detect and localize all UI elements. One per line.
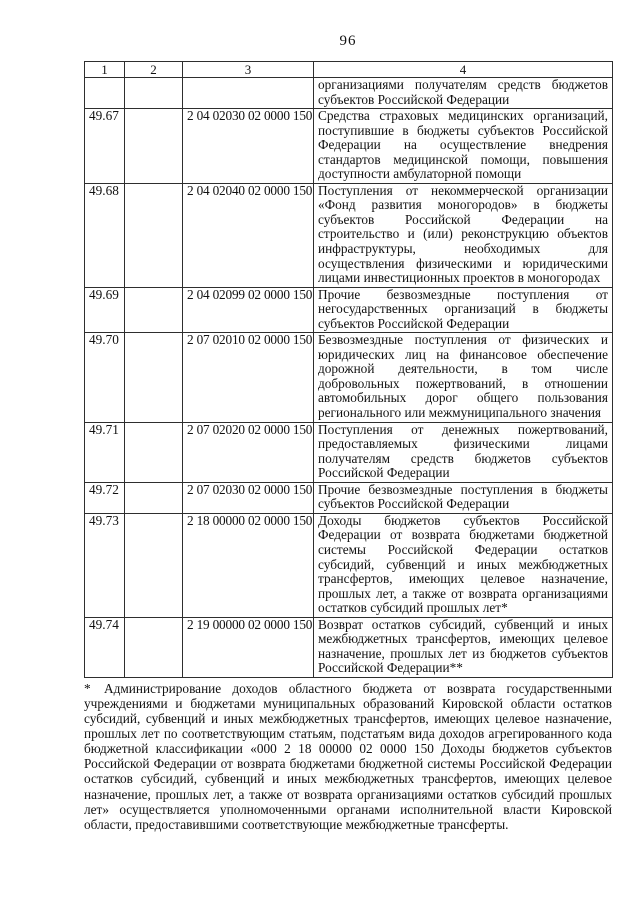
- footnote: [84, 681, 612, 832]
- column-header-4: 4: [314, 62, 613, 78]
- footnote-marker: *: [84, 680, 91, 696]
- budget-code-cell: 2 04 02099 02 0000 150: [183, 287, 314, 333]
- description-cell: Поступления от денежных пожертвований, предоставляемых физическими лицами получателям средств бюджетов субъектов Российской Федерации: [314, 422, 613, 482]
- budget-codes-table: [84, 61, 613, 678]
- table-header: [85, 62, 613, 78]
- document-page: [84, 0, 612, 845]
- row-empty-cell: [125, 78, 183, 109]
- table-row: [85, 78, 613, 109]
- table-row: [85, 513, 613, 617]
- row-empty-cell: [125, 617, 183, 677]
- row-number-cell: 49.74: [85, 617, 125, 677]
- budget-code-cell: 2 04 02030 02 0000 150: [183, 109, 314, 184]
- description-cell: Возврат остатков субсидий, субвенций и иных межбюджетных трансфертов, имеющих целевое назначение, прошлых лет из бюджетов субъектов Российской Федерации**: [314, 617, 613, 677]
- budget-code-cell: 2 18 00000 02 0000 150: [183, 513, 314, 617]
- row-number-cell: 49.73: [85, 513, 125, 617]
- description-cell: Безвозмездные поступления от физических и юридических лиц на финансовое обеспечение дорожной деятельности, в том числе добровольных пожертвований, в отношении автомобильных дорог общего пользования регионального или межмуниципального значения: [314, 333, 613, 422]
- row-number-cell: 49.71: [85, 422, 125, 482]
- page-number: 96: [339, 33, 357, 49]
- description-cell: Прочие безвозмездные поступления от негосударственных организаций в бюджеты субъектов Российской Федерации: [314, 287, 613, 333]
- row-number-cell: 49.72: [85, 482, 125, 513]
- table-row: [85, 422, 613, 482]
- column-header-2: 2: [125, 62, 183, 78]
- row-empty-cell: [125, 109, 183, 184]
- budget-code-cell: 2 19 00000 02 0000 150: [183, 617, 314, 677]
- row-empty-cell: [125, 422, 183, 482]
- table-row: [85, 183, 613, 287]
- footnote-text: Администрирование доходов областного бюджета от возврата государственными учреждениями и бюджетами муниципальных образований Кировской области остатков субсидий, субвенций и иных межбюджетных трансфертов, имеющих целевое назначение, прошлых лет по соответствующим статьям, подстатьям вида доходов агрегированного кода бюджетной классификации «000 2 18 00000 02 0000 150 Доходы бюджетов субъектов Российской Федерации от возврата бюджетами бюджетной системы Российской Федерации остатков субсидий, субвенций и иных межбюджетных трансфертов, имеющих целевое назначение, прошлых лет, а также от возврата организациями остатков субсидий прошлых лет» осуществляется уполномоченными органами исполнительной власти Кировской области, предоставившими соответствующие межбюджетные трансферты.: [84, 680, 612, 832]
- row-number-cell: 49.69: [85, 287, 125, 333]
- table-header-row: [85, 62, 613, 78]
- table-row: [85, 109, 613, 184]
- description-cell: Поступления от некоммерческой организации «Фонд развития моногородов» в бюджеты субъектов Российской Федерации на строительство и (или) реконструкцию объектов инфраструктуры, необходимых для осуществления физическими и юридическими лицами инвестиционных проектов в моногородах: [314, 183, 613, 287]
- column-header-3: 3: [183, 62, 314, 78]
- row-number-cell: 49.67: [85, 109, 125, 184]
- row-number-cell: [85, 78, 125, 109]
- table-row: [85, 333, 613, 422]
- budget-code-cell: 2 04 02040 02 0000 150: [183, 183, 314, 287]
- row-empty-cell: [125, 183, 183, 287]
- budget-code-cell: [183, 78, 314, 109]
- description-cell: Прочие безвозмездные поступления в бюджеты субъектов Российской Федерации: [314, 482, 613, 513]
- table-row: [85, 482, 613, 513]
- budget-code-cell: 2 07 02030 02 0000 150: [183, 482, 314, 513]
- row-number-cell: 49.70: [85, 333, 125, 422]
- row-empty-cell: [125, 287, 183, 333]
- column-header-1: 1: [85, 62, 125, 78]
- table-body: [85, 78, 613, 678]
- description-cell: организациями получателям средств бюджетов субъектов Российской Федерации: [314, 78, 613, 109]
- row-empty-cell: [125, 513, 183, 617]
- table-row: [85, 287, 613, 333]
- row-empty-cell: [125, 333, 183, 422]
- row-empty-cell: [125, 482, 183, 513]
- description-cell: Доходы бюджетов субъектов Российской Федерации от возврата бюджетами бюджетной системы Российской Федерации остатков субсидий, субвенций и иных межбюджетных трансфертов, имеющих целевое назначение, прошлых лет, а также от возврата организациями остатков субсидий прошлых лет*: [314, 513, 613, 617]
- row-number-cell: 49.68: [85, 183, 125, 287]
- table-row: [85, 617, 613, 677]
- budget-code-cell: 2 07 02020 02 0000 150: [183, 422, 314, 482]
- description-cell: Средства страховых медицинских организаций, поступившие в бюджеты субъектов Российской Федерации на осуществление внедрения стандартов медицинской помощи, повышения доступности амбулаторной помощи: [314, 109, 613, 184]
- budget-code-cell: 2 07 02010 02 0000 150: [183, 333, 314, 422]
